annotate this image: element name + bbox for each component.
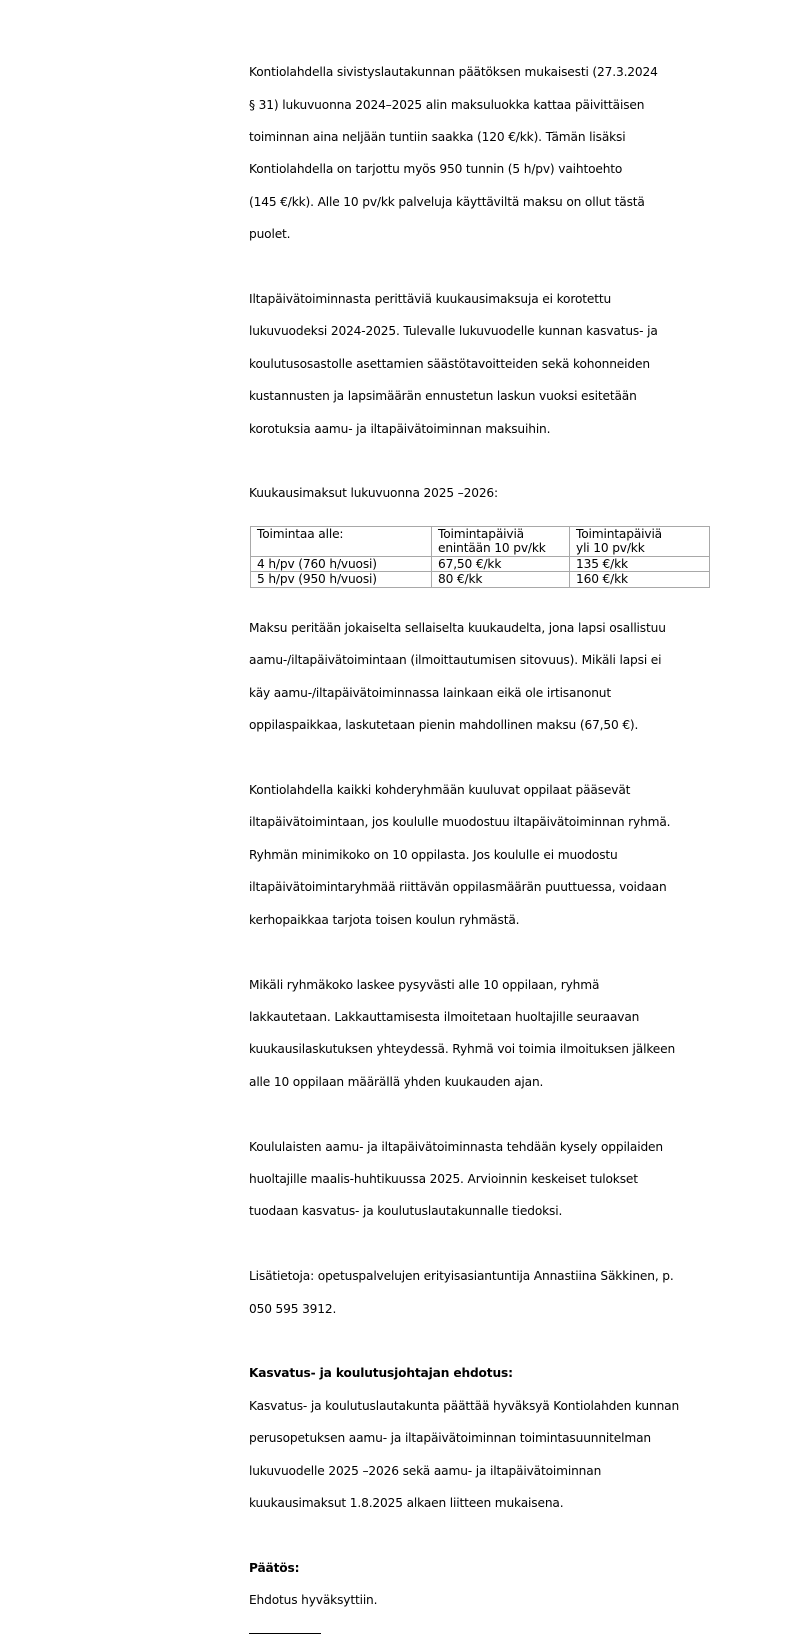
table-row xyxy=(251,556,710,572)
text-line: Maksu peritään jokaiselta sellaiselta kuukaudelta, jona lapsi osallistuu xyxy=(249,621,666,636)
table-cell: 80 €/kk xyxy=(432,572,570,588)
table-cell: 67,50 €/kk xyxy=(432,556,570,572)
text-line: käy aamu-/iltapäivätoiminnassa lainkaan eikä ole irtisanonut xyxy=(249,685,611,700)
text-line: iltapäivätoimintaryhmää riittävän oppilasmäärän puuttuessa, voidaan xyxy=(249,880,667,895)
text-line: alle 10 oppilaan määrällä yhden kuukauden ajan. xyxy=(249,1074,544,1089)
decision-section xyxy=(249,1544,739,1625)
paragraph-previous-fees xyxy=(249,48,739,259)
paragraph-survey xyxy=(249,1122,739,1235)
text-line: Kasvatus- ja koulutuslautakunta päättää hyväksyä Kontiolahden kunnan xyxy=(249,1398,680,1413)
fee-table xyxy=(250,526,710,588)
text-line: iltapäivätoimintaan, jos koululle muodostuu iltapäivätoiminnan ryhmä. xyxy=(249,815,671,830)
text-line: tuodaan kasvatus- ja koulutuslautakunnalle tiedoksi. xyxy=(249,1204,563,1219)
header-text: enintään 10 pv/kk xyxy=(438,541,546,556)
table-cell: 160 €/kk xyxy=(570,572,710,588)
header-text: Toimintaa alle: xyxy=(257,526,344,541)
text-line: perusopetuksen aamu- ja iltapäivätoiminnan toimintasuunnitelman xyxy=(249,1431,651,1446)
text-line: oppilaspaikkaa, laskutetaan pienin mahdollinen maksu (67,50 €). xyxy=(249,718,639,733)
proposal-heading: Kasvatus- ja koulutusjohtajan ehdotus: xyxy=(249,1366,513,1381)
header-text: Toimintapäiviä xyxy=(576,526,663,541)
text-line: aamu-/iltapäivätoimintaan (ilmoittautumisen sitovuus). Mikäli lapsi ei xyxy=(249,653,662,668)
paragraph-eligibility xyxy=(249,766,739,944)
text-line: lakkautetaan. Lakkauttamisesta ilmoitetaan huoltajille seuraavan xyxy=(249,1009,640,1024)
document-body xyxy=(249,48,739,1634)
text-line: Koululaisten aamu- ja iltapäivätoiminnasta tehdään kysely oppilaiden xyxy=(249,1139,663,1154)
text-line: kuukausilaskutuksen yhteydessä. Ryhmä voi toimia ilmoituksen jälkeen xyxy=(249,1042,676,1057)
text-line: Kuukausimaksut lukuvuonna 2025 –2026: xyxy=(249,486,498,501)
closing-rule-divider xyxy=(249,1633,321,1634)
text-line: Lisätietoja: opetuspalvelujen erityisasiantuntija Annastiina Säkkinen, p. xyxy=(249,1269,674,1284)
text-line: lukuvuodelle 2025 –2026 sekä aamu- ja iltapäivätoiminnan xyxy=(249,1463,602,1478)
table-header-cell xyxy=(570,526,710,556)
text-line: Kontiolahdella kaikki kohderyhmään kuuluvat oppilaat pääsevät xyxy=(249,783,631,798)
text-line: Kontiolahdella sivistyslautakunnan päätöksen mukaisesti (27.3.2024 xyxy=(249,65,658,80)
decision-text: Ehdotus hyväksyttiin. xyxy=(249,1593,378,1608)
text-line: lukuvuodeksi 2024-2025. Tulevalle lukuvuodelle kunnan kasvatus- ja xyxy=(249,324,658,339)
proposal-section xyxy=(249,1349,739,1527)
paragraph-fee-increase xyxy=(249,275,739,453)
text-line: kuukausimaksut 1.8.2025 alkaen liitteen mukaisena. xyxy=(249,1495,564,1510)
table-row xyxy=(251,572,710,588)
text-line: puolet. xyxy=(249,227,291,242)
text-line: Iltapäivätoiminnasta perittäviä kuukausimaksuja ei korotettu xyxy=(249,292,612,307)
text-line: kerhopaikkaa tarjota toisen koulun ryhmästä. xyxy=(249,912,520,927)
paragraph-monthly-fees-title xyxy=(249,469,739,518)
text-line: 050 595 3912. xyxy=(249,1301,337,1316)
header-text: Toimintapäiviä xyxy=(438,526,525,541)
text-line: toiminnan aina neljään tuntiin saakka (120 €/kk). Tämän lisäksi xyxy=(249,130,626,145)
text-line: Kontiolahdella on tarjottu myös 950 tunnin (5 h/pv) vaihtoehto xyxy=(249,162,623,177)
table-cell: 4 h/pv (760 h/vuosi) xyxy=(251,556,432,572)
text-line: (145 €/kk). Alle 10 pv/kk palveluja käyttäviltä maksu on ollut tästä xyxy=(249,194,645,209)
text-line: korotuksia aamu- ja iltapäivätoiminnan maksuihin. xyxy=(249,421,551,436)
paragraph-billing xyxy=(249,604,739,750)
text-line: koulutusosastolle asettamien säästötavoitteiden sekä kohonneiden xyxy=(249,356,650,371)
text-line: Mikäli ryhmäkoko laskee pysyvästi alle 10 oppilaan, ryhmä xyxy=(249,977,600,992)
table-cell: 5 h/pv (950 h/vuosi) xyxy=(251,572,432,588)
header-text: yli 10 pv/kk xyxy=(576,541,645,556)
text-line: § 31) lukuvuonna 2024–2025 alin maksuluokka kattaa päivittäisen xyxy=(249,97,645,112)
text-line: Ryhmän minimikoko on 10 oppilasta. Jos koululle ei muodostu xyxy=(249,847,618,862)
table-header-cell xyxy=(432,526,570,556)
decision-heading: Päätös: xyxy=(249,1560,300,1575)
text-line: huoltajille maalis-huhtikuussa 2025. Arvioinnin keskeiset tulokset xyxy=(249,1171,638,1186)
table-header-cell xyxy=(251,526,432,556)
paragraph-contact xyxy=(249,1252,739,1333)
text-line: kustannusten ja lapsimäärän ennustetun laskun vuoksi esitetään xyxy=(249,389,637,404)
paragraph-group-closure xyxy=(249,960,739,1106)
table-cell: 135 €/kk xyxy=(570,556,710,572)
table-header-row xyxy=(251,526,710,556)
